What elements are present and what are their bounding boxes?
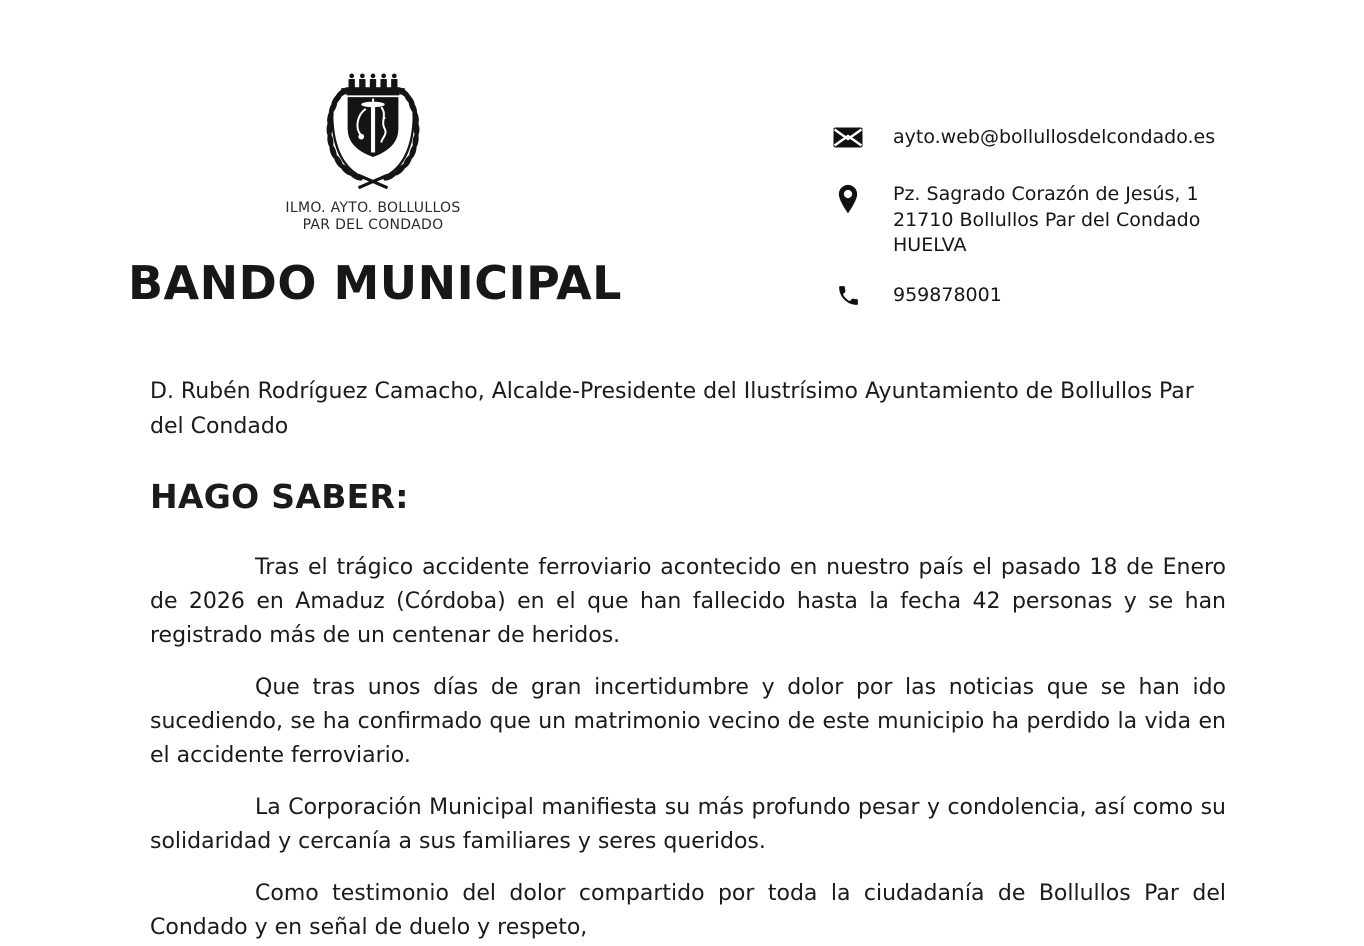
contact-email: ayto.web@bollullosdelcondado.es — [893, 126, 1216, 148]
page-title: BANDO MUNICIPAL — [128, 256, 622, 310]
sender-line: D. Rubén Rodríguez Camacho, Alcalde-Presidente del Ilustrísimo Ayuntamiento de Bollullos Par del Condado — [150, 379, 1194, 439]
coat-of-arms-icon — [296, 60, 450, 196]
contact-phone-row — [833, 283, 1002, 309]
contact-address-line1: Pz. Sagrado Corazón de Jesús, 1 — [893, 183, 1199, 205]
contact-address-line3: HUELVA — [893, 234, 967, 256]
paragraph-4: Como testimonio del dolor compartido por toda la ciudadanía de Bollullos Par del Condado y en señal de duelo y respeto, — [150, 881, 1226, 940]
map-pin-icon — [833, 183, 863, 216]
crest-caption-line2: PAR DEL CONDADO — [302, 216, 444, 233]
phone-icon — [833, 283, 863, 308]
contact-address — [893, 182, 1200, 259]
contact-phone: 959878001 — [893, 284, 1002, 306]
crest-block — [283, 60, 463, 233]
paragraph-3: La Corporación Municipal manifiesta su más profundo pesar y condolencia, así como su solidaridad y cercanía a sus familiares y seres queridos. — [150, 795, 1226, 854]
paragraphs-container — [150, 551, 1226, 945]
contact-address-row — [833, 182, 1200, 259]
contact-email-row — [833, 125, 1215, 151]
envelope-icon — [833, 127, 863, 148]
paragraph-2: Que tras unos días de gran incertidumbre y dolor por las noticias que se han ido sucediendo, se ha confirmado que un matrimonio vecino de este municipio ha perdido la vida en el accidente ferroviario. — [150, 675, 1226, 768]
contact-address-line2: 21710 Bollullos Par del Condado — [893, 208, 1201, 231]
document-body — [150, 374, 1226, 946]
hago-saber-heading: HAGO SABER: — [150, 477, 409, 516]
crest-caption-line1: ILMO. AYTO. BOLLULLOS — [285, 200, 461, 216]
paragraph-1: Tras el trágico accidente ferroviario acontecido en nuestro país el pasado 18 de Enero de 2026 en Amaduz (Córdoba) en el que han fallecido hasta la fecha 42 personas y se han registrado más de un centenar de heridos. — [150, 555, 1226, 648]
